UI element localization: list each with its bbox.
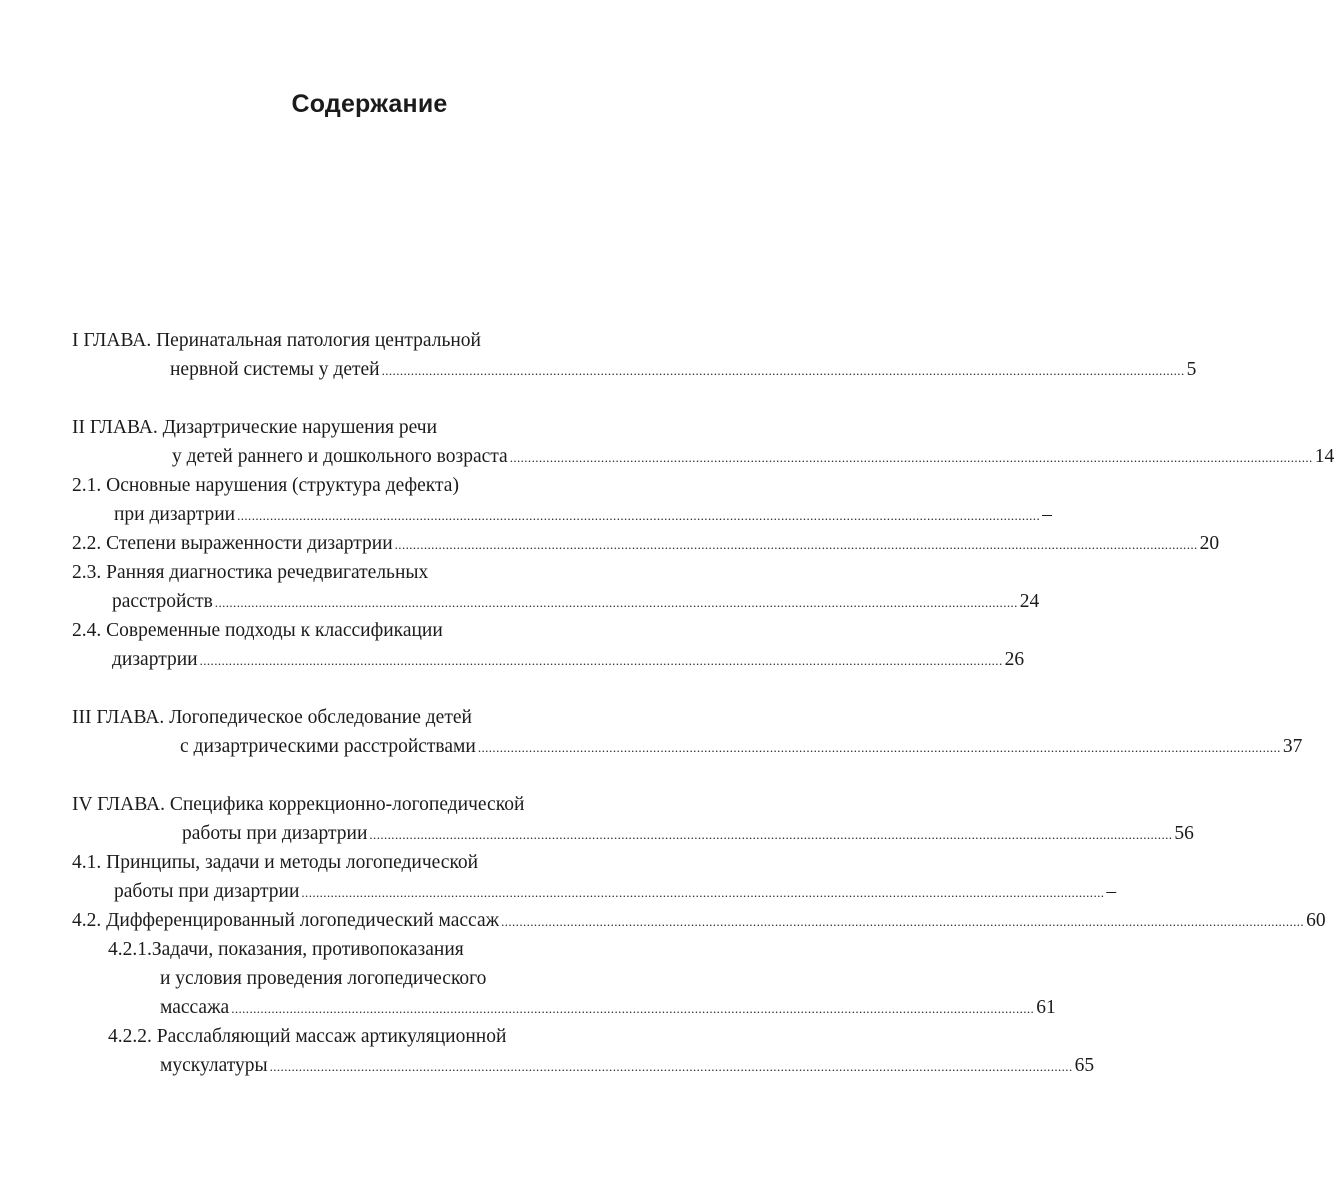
toc-entry-text: III ГЛАВА. Логопедическое обследование детей (72, 707, 472, 728)
toc-dot-leader: ............................................................................................................................................................................................................................ (477, 740, 1281, 755)
toc-line (72, 964, 624, 993)
toc-page-number: 60 (1306, 910, 1326, 931)
toc-page-number: 37 (1282, 736, 1303, 757)
toc-line (72, 935, 624, 964)
toc-entry-text: 2.2. Степени выраженности дизартрии (72, 533, 393, 554)
toc-line (72, 645, 1025, 674)
toc-entry-text: II ГЛАВА. Дизартрические нарушения речи (72, 417, 438, 438)
toc-page-number: 14 (1314, 446, 1334, 467)
toc-dot-leader: ............................................................................................................................................................................................................................ (199, 653, 1003, 668)
toc-entry-text: 2.3. Ранняя диагностика речедвигательных (72, 562, 429, 583)
toc-dot-leader: ............................................................................................................................................................................................................................ (369, 827, 1173, 842)
toc-page-number: 20 (1199, 533, 1220, 554)
toc-entry-text: нервной системы у детей (170, 359, 380, 380)
toc-dot-leader: ............................................................................................................................................................................................................................ (381, 363, 1185, 378)
toc-line (72, 471, 624, 500)
toc-entry-text: 2.4. Современные подходы к классификации (72, 620, 443, 641)
toc-line (72, 326, 624, 355)
toc-line (72, 906, 1326, 935)
toc-line (72, 1051, 1095, 1080)
toc-dot-leader: ............................................................................................................................................................................................................................ (214, 595, 1018, 610)
toc-entry-text: и условия проведения логопедического (160, 968, 487, 989)
toc-entry-text: при дизартрии (114, 504, 236, 525)
toc-entry-text: 4.2. Дифференцированный логопедический массаж (72, 910, 500, 931)
page-title: Содержание (291, 90, 448, 118)
toc-line (72, 355, 1197, 384)
toc-page-number: 26 (1004, 649, 1025, 670)
toc-entry-text: 2.1. Основные нарушения (структура дефекта) (72, 475, 459, 496)
toc-page-number: 24 (1019, 591, 1040, 612)
toc-entry-text: 4.2.2. Расслабляющий массаж артикуляционной (108, 1026, 507, 1047)
toc-entry-text: 4.2.1.Задачи, показания, противопоказания (108, 939, 464, 960)
toc-page-number: 56 (1174, 823, 1194, 844)
toc-dot-leader: ............................................................................................................................................................................................................................ (301, 885, 1105, 900)
toc-line (72, 413, 624, 442)
toc-line (72, 500, 1052, 529)
toc-entry-text: работы при дизартрии (182, 823, 368, 844)
toc-dot-leader: ............................................................................................................................................................................................................................ (501, 914, 1305, 929)
toc-line (72, 819, 1194, 848)
toc-line (72, 1022, 624, 1051)
toc-line (72, 732, 1303, 761)
toc-page-number: – (1042, 504, 1052, 525)
toc-entry-text: с дизартрическими расстройствами (180, 736, 476, 757)
toc-page-number: 5 (1186, 359, 1197, 380)
toc-entry-text: расстройств (112, 591, 213, 612)
toc-entry-text: работы при дизартрии (114, 881, 300, 902)
toc-entry-text: массажа (160, 997, 230, 1018)
toc-line (72, 877, 1117, 906)
toc-gap (72, 761, 624, 790)
toc-line (72, 848, 624, 877)
toc-line (72, 790, 624, 819)
toc-entry-text: у детей раннего и дошкольного возраста (172, 446, 508, 467)
toc-page-number: – (1106, 881, 1117, 902)
toc-dot-leader: ............................................................................................................................................................................................................................ (269, 1059, 1073, 1074)
toc-gap (72, 384, 624, 413)
toc-entry-text: I ГЛАВА. Перинатальная патология центральной (72, 330, 481, 351)
toc-entry-text: дизартрии (112, 649, 198, 670)
toc-line (72, 587, 1040, 616)
toc-line (72, 703, 624, 732)
toc-dot-leader: ............................................................................................................................................................................................................................ (231, 1001, 1035, 1016)
toc-entry-text: IV ГЛАВА. Специфика коррекционно-логопедической (72, 794, 525, 815)
toc-dot-leader: ............................................................................................................................................................................................................................ (509, 450, 1313, 465)
table-of-contents (72, 326, 1334, 1080)
toc-entry-text: 4.1. Принципы, задачи и методы логопедической (72, 852, 479, 873)
toc-dot-leader: ............................................................................................................................................................................................................................ (394, 537, 1198, 552)
toc-entry-text: мускулатуры (160, 1055, 268, 1076)
toc-line (72, 558, 624, 587)
toc-line (72, 442, 1334, 471)
toc-page-number: 61 (1036, 997, 1056, 1018)
toc-page-number: 65 (1074, 1055, 1095, 1076)
toc-line (72, 529, 1220, 558)
toc-dot-leader: ............................................................................................................................................................................................................................ (237, 508, 1041, 523)
toc-gap (72, 674, 624, 703)
toc-line (72, 616, 624, 645)
toc-line (72, 993, 1056, 1022)
